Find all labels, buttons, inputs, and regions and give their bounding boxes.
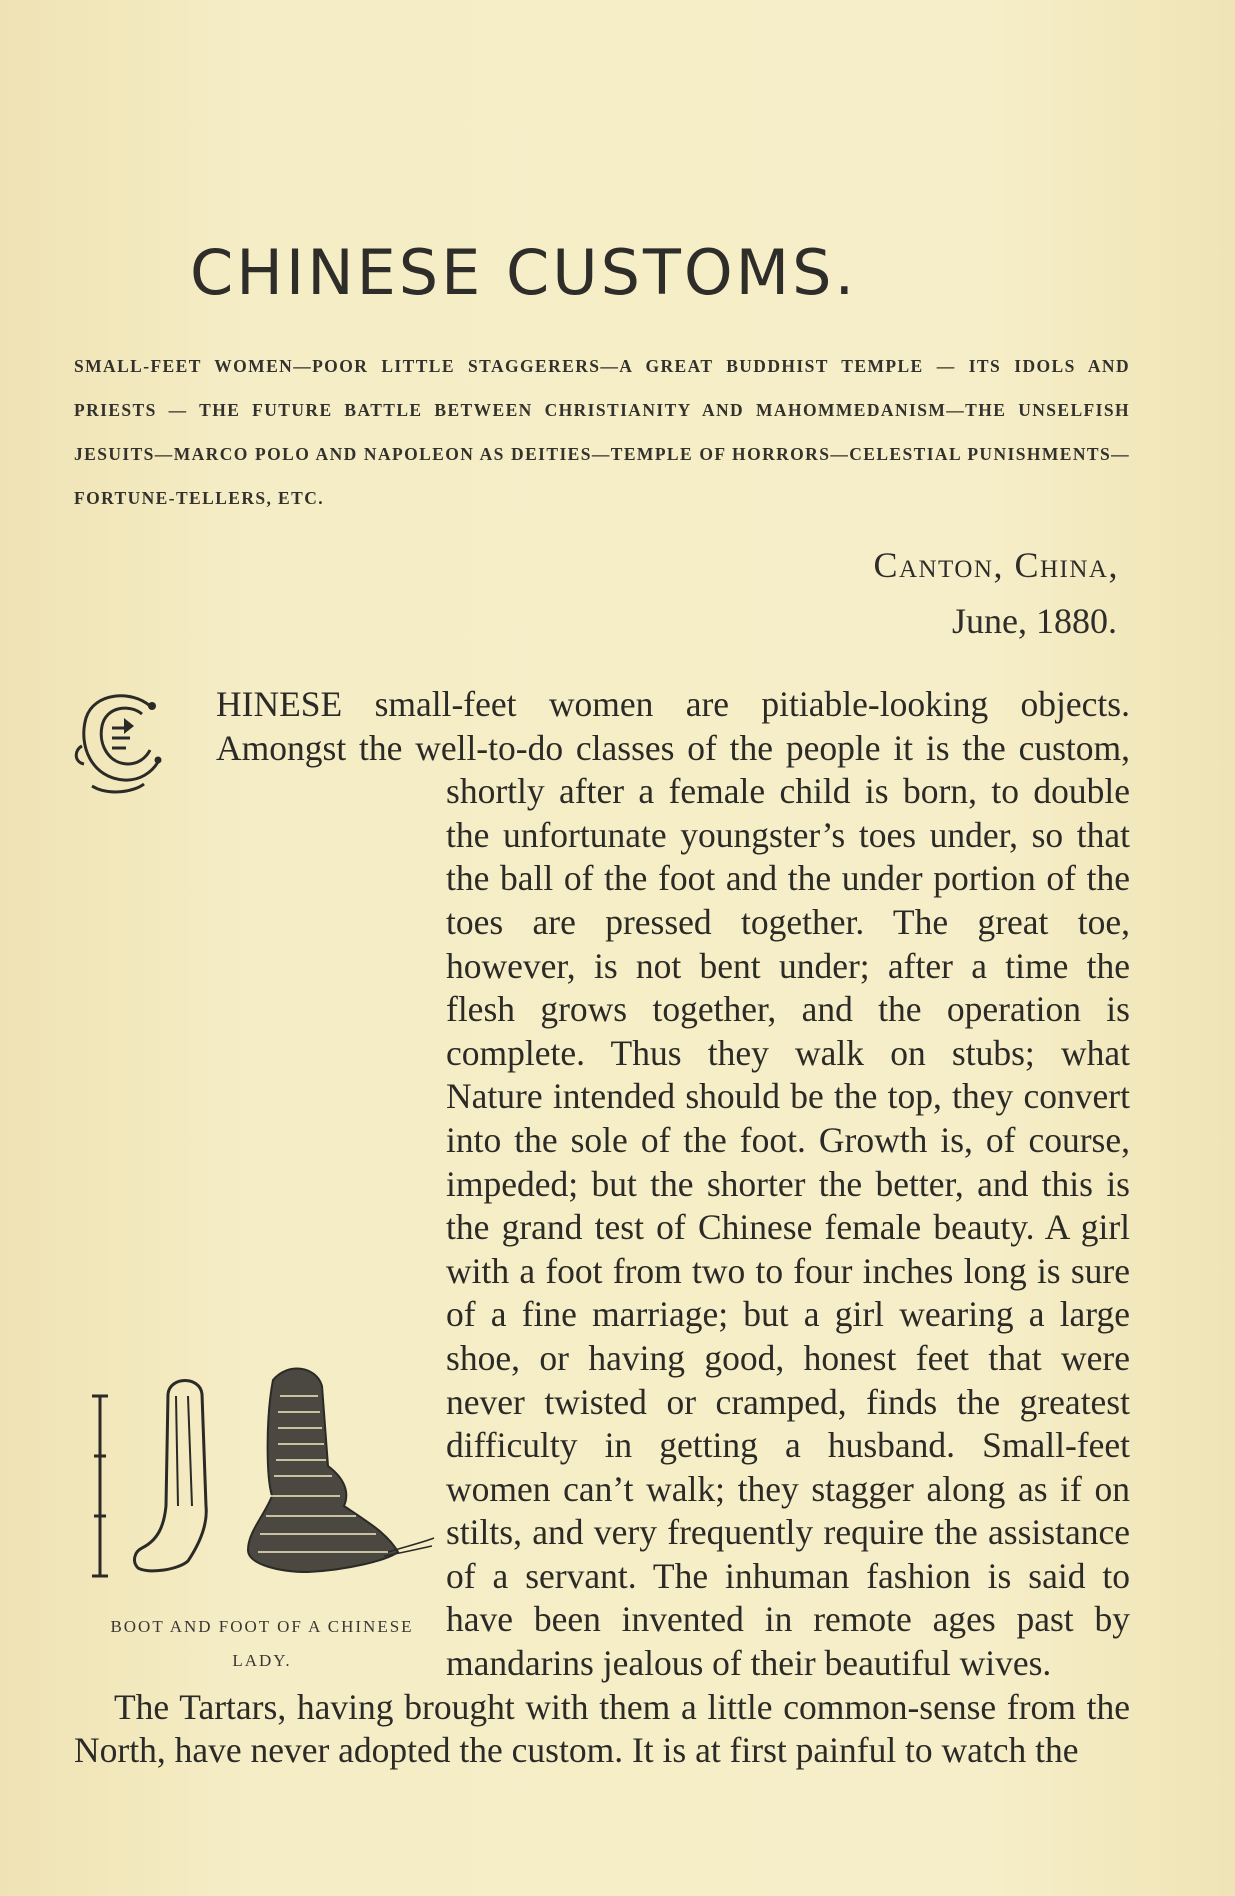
dateline-date: June, 1880. (952, 601, 1117, 641)
dateline-place: Canton, China, (873, 545, 1119, 585)
chapter-summary: SMALL-FEET WOMEN—POOR LITTLE STAGGERERS—A GREAT BUDDHIST TEMPLE — ITS IDOLS AND PRIESTS — THE FUTURE BATTLE BETWEEN CHRISTIANITY AND MAHOMMEDANISM—THE UNSELFISH JESUITS—MARCO POLO AND NAPOLEON AS DEITIES—TEMPLE OF HORRORS—CELESTIAL PUNISHMENTS—FORTUNE-TELLERS, ETC. (74, 356, 1130, 508)
chapter-title: CHINESE CUSTOMS. (190, 236, 858, 309)
drop-cap-space (74, 683, 216, 811)
boot-and-foot-illustration (88, 1356, 438, 1596)
paragraph-1: HINESE small-feet women are pitiable-looking objects. Amongst the well-to-do classes of the people it is the custom, shortly after a female child is born, to double the unfortunate youngster’s toes under, so that the ball of the foot and the under portion of the toes are pressed together. The great toe, however, is not bent under; after a time the flesh grows together, and the operation is complete. Thus they walk on stubs; what Nature intended should be the top, they convert into the sole of the foot. Growth is, of course, impeded; but the shorter the better, and this is the grand test of Chinese female beauty. A girl with a foot from two to four inches long is sure of a fine marriage; but a girl wearing a large shoe, or having good, honest feet that were never twisted or cramped, finds the greatest difficulty in getting a husband. Small-feet women can’t walk; they stagger along as if on stilts, and very frequently require the assistance of a servant. The inhuman fashion is said to have been invented in remote ages past by mandarins jealous of their beautiful wives. (216, 684, 1130, 1684)
paragraph-2: The Tartars, having brought with them a little common-sense from the North, have never adopted the custom. It is at first painful to watch the (74, 1686, 1130, 1771)
figure-caption: BOOT AND FOOT OF A CHINESE LADY. (110, 1617, 414, 1670)
